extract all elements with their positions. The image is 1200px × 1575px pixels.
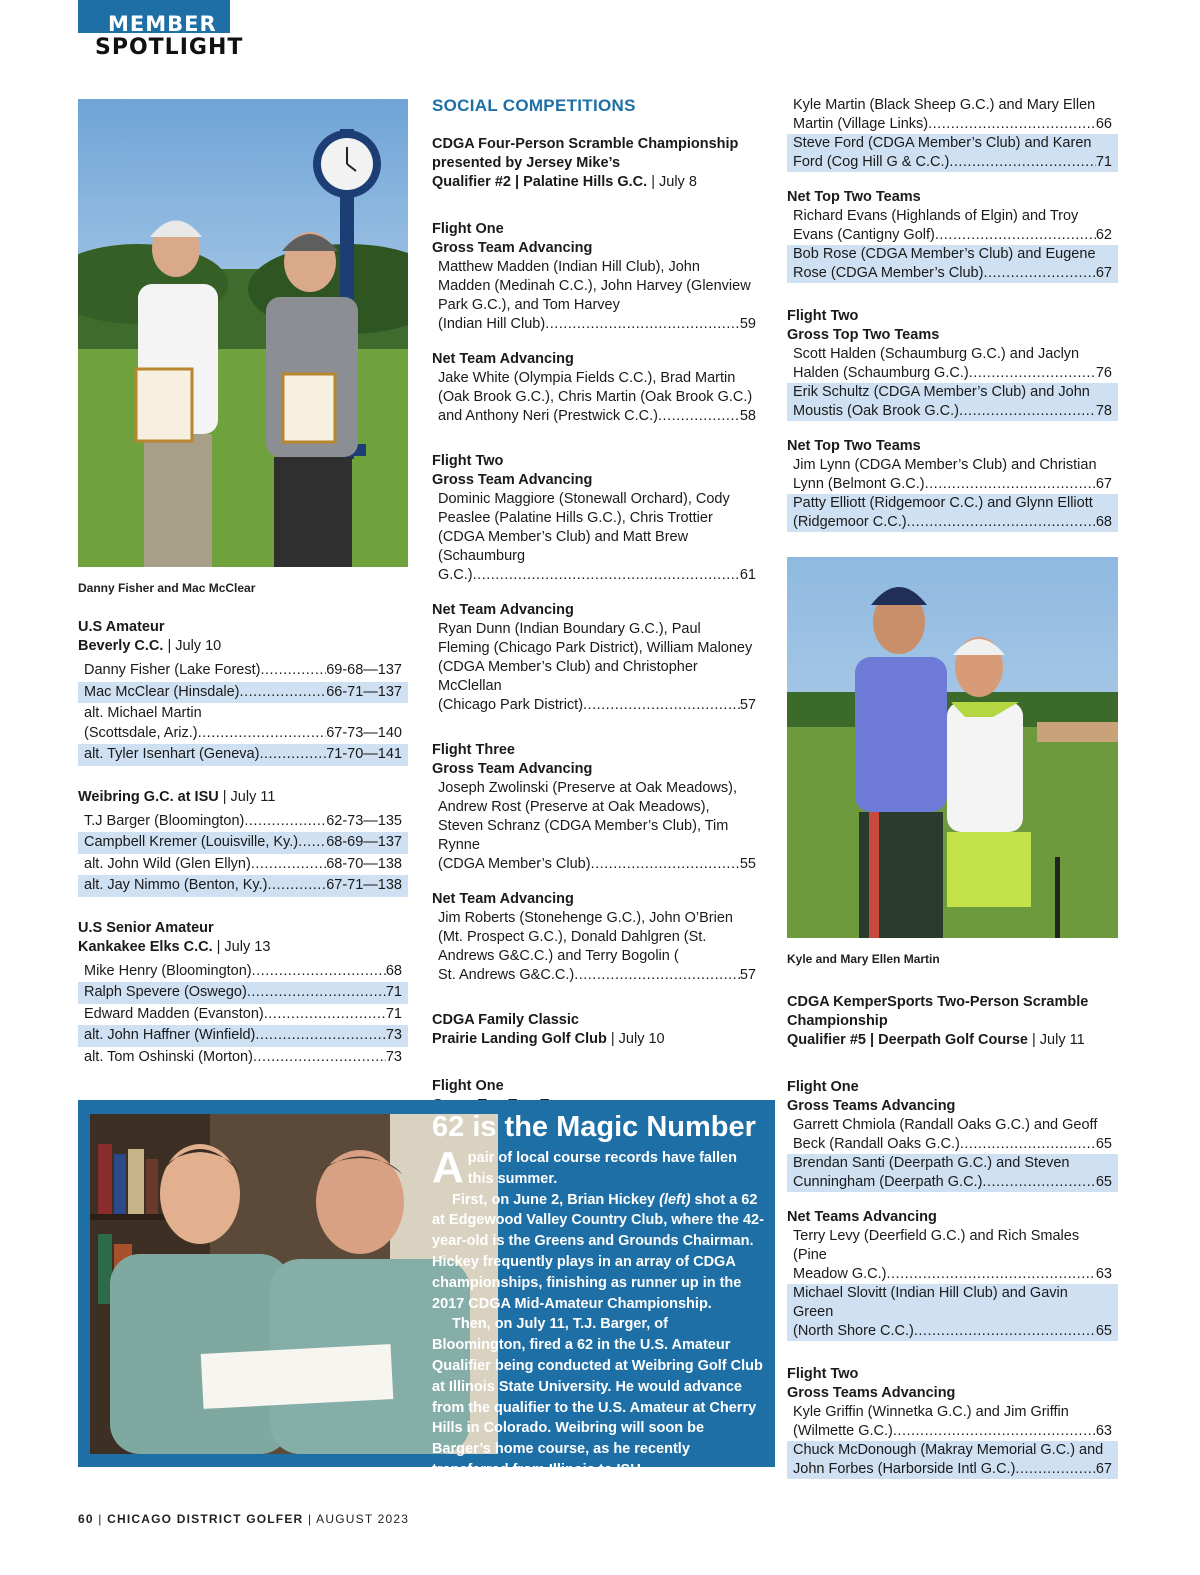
us-senior-date: | July 13	[216, 938, 271, 955]
flight-title: Flight Two	[787, 1366, 859, 1382]
us-amateur-results	[78, 660, 408, 766]
gross-team-label: Gross Team Advancing	[432, 472, 593, 488]
kemper-date: | July 11	[1031, 1032, 1085, 1048]
team-entry: Kyle Griffin (Winnetka G.C.) and Jim Griffin (Wilmette G.C.) ..... 63	[787, 1403, 1118, 1441]
net-teams-label: Net Teams Advancing	[787, 1209, 937, 1225]
result-row: Mac McClear (Hinsdale) ..... 66-71—137	[78, 682, 408, 704]
net-top-two-label: Net Top Two Teams	[787, 438, 921, 454]
team-entry: Chuck McDonough (Makray Memorial G.C.) and John Forbes (Harborside Intl G.C.) ..... 67	[787, 1441, 1118, 1479]
team-entry: Jim Roberts (Stonehenge G.C.), John O’Brien (Mt. Prospect G.C.), Donald Dahlgren (St. Andrews G&C.C.) and Terry Bogolin ( St. Andrews G&C.C.) ..... 57	[432, 909, 762, 985]
section-title: SPOTLIGHT	[95, 35, 244, 60]
team-entry: Jake White (Olympia Fields C.C.), Brad Martin (Oak Brook G.C.), Chris Martin (Oak Brook G.C.) and Anthony Neri (Prestwick C.C.) ..... 58	[432, 369, 762, 426]
result-row: alt. Tom Oshinski (Morton) ..... 73	[78, 1047, 408, 1069]
kemper-qualifier: Qualifier #5 | Deerpath Golf Course	[787, 1032, 1028, 1048]
gross-teams-label: Gross Teams Advancing	[787, 1385, 956, 1401]
team-entry: Patty Elliott (Ridgemoor C.C.) and Glynn Elliott (Ridgemoor C.C.) ..... 68	[787, 494, 1118, 532]
weibring-date: | July 11	[222, 788, 276, 805]
net-team-label: Net Team Advancing	[432, 602, 574, 618]
social-competitions-heading: SOCIAL COMPETITIONS	[432, 96, 636, 115]
team-entry: Dominic Maggiore (Stonewall Orchard), Cody Peaslee (Palatine Hills G.C.), Chris Trottier (CDGA Member’s Club) and Matt Brew (Schaumburg G.C.) ..... 61	[432, 490, 762, 585]
team-entry: Matthew Madden (Indian Hill Club), John Madden (Medinah C.C.), John Harvey (Glenview Park G.C.), and Tom Harvey (Indian Hill Club) ..... 59	[432, 258, 762, 334]
flight-two-block	[432, 452, 762, 715]
net-top-two-label: Net Top Two Teams	[787, 189, 921, 205]
team-entry: Scott Halden (Schaumburg G.C.) and Jaclyn Halden (Schaumburg G.C.) ..... 76	[787, 345, 1118, 383]
photo-kyle-mary-ellen-image	[787, 557, 1118, 938]
result-row: alt. Michael Martin (Scottsdale, Ariz.) ..... 67-73—140	[78, 703, 408, 744]
result-row: alt. John Wild (Glen Ellyn) ..... 68-70—138	[78, 854, 408, 876]
flight-one-block	[432, 220, 762, 426]
us-senior-title: U.S Senior Amateur	[78, 919, 214, 936]
team-entry: Ryan Dunn (Indian Boundary G.C.), Paul Fleming (Chicago Park District), William Maloney (CDGA Member’s Club) and Christopher McClellan (Chicago Park District) ..... 57	[432, 620, 762, 715]
brian-hickey-name: Brian Hickey	[567, 1191, 656, 1208]
team-entry: Garrett Chmiola (Randall Oaks G.C.) and Geoff Beck (Randall Oaks G.C.) ..... 65	[787, 1116, 1118, 1154]
family-classic-title: CDGA Family Classic	[432, 1012, 579, 1028]
photo-fisher-mcclear	[78, 99, 408, 567]
issue-date: AUGUST 2023	[316, 1512, 410, 1526]
team-entry: Kyle Martin (Black Sheep G.C.) and Mary Ellen Martin (Village Links) ..... 66	[787, 96, 1118, 134]
team-entry: Erik Schultz (CDGA Member’s Club) and John Moustis (Oak Brook G.C.) ..... 78	[787, 383, 1118, 421]
page-footer: 60 | CHICAGO DISTRICT GOLFER | AUGUST 2023	[78, 1512, 410, 1526]
result-row: alt. Jay Nimmo (Benton, Ky.) ..... 67-71—138	[78, 875, 408, 897]
gross-top-two-label: Gross Top Two Teams	[787, 327, 940, 343]
four-person-date: | July 8	[651, 174, 697, 190]
us-amateur-site: Beverly C.C.	[78, 638, 164, 654]
result-row: Edward Madden (Evanston) ..... 71	[78, 1004, 408, 1026]
kemper-block	[787, 993, 1118, 1479]
result-row: alt. Tyler Isenhart (Geneva) ..... 71-70—141	[78, 744, 408, 766]
magic-paragraph-3: Then, on July 11, T.J. Barger, of Bloomington, fired a 62 in the U.S. Amateur Qualifier being conducted at Weibring Golf Club at Illinois State University. He would advance from the qualifier to the U.S. Amateur at Cherry Hills in Colorado. Weibring will soon be Barger’s home course, as he recently transferred from Illinois to ISU.	[432, 1316, 763, 1478]
publication-name: CHICAGO DISTRICT GOLFER	[107, 1512, 304, 1526]
kemper-title: CDGA KemperSports Two-Person Scramble Championship	[787, 994, 1089, 1029]
us-senior-site: Kankakee Elks C.C.	[78, 938, 213, 955]
page-number: 60	[78, 1512, 94, 1526]
section-tab	[78, 0, 230, 36]
photo-caption-left: Danny Fisher and Mac McClear	[78, 581, 256, 595]
magic-number-title: 62 is the Magic Number	[432, 1111, 756, 1143]
photo-fisher-mcclear-image	[78, 99, 408, 567]
result-row: Danny Fisher (Lake Forest) ..... 69-68—137	[78, 660, 408, 682]
middle-column	[432, 96, 762, 1115]
weibring-results	[78, 811, 408, 897]
weibring-site-line	[78, 788, 408, 807]
section-tab-label: MEMBER	[108, 12, 217, 36]
drop-cap: A	[432, 1143, 464, 1192]
us-amateur-block	[78, 618, 408, 766]
team-entry: Richard Evans (Highlands of Elgin) and Troy Evans (Cantigny Golf) ..... 62	[787, 207, 1118, 245]
flight-three-block	[432, 741, 762, 985]
team-entry: Jim Lynn (CDGA Member’s Club) and Christian Lynn (Belmont G.C.) ..... 67	[787, 456, 1118, 494]
us-senior-block	[78, 919, 408, 1069]
net-team-label: Net Team Advancing	[432, 351, 574, 367]
four-person-scramble-title: CDGA Four-Person Scramble Championship presented by Jersey Mike’s	[432, 136, 739, 171]
photo-kyle-mary-ellen	[787, 557, 1118, 938]
family-classic-date: | July 10	[610, 1031, 665, 1047]
result-row: T.J Barger (Bloomington) ..... 62-73—135	[78, 811, 408, 833]
four-person-qualifier-line	[432, 173, 762, 192]
team-entry: Joseph Zwolinski (Preserve at Oak Meadows), Andrew Rost (Preserve at Oak Meadows), Steven Schranz (CDGA Member’s Club), Tim Rynne (CDGA Member’s Club) ..... 55	[432, 779, 762, 874]
four-person-qualifier: Qualifier #2 | Palatine Hills G.C.	[432, 174, 648, 190]
team-entry: Steve Ford (CDGA Member’s Club) and Karen Ford (Cog Hill G & C.C.) ..... 71	[787, 134, 1118, 172]
photo-caption-right: Kyle and Mary Ellen Martin	[787, 952, 940, 966]
weibring-site: Weibring G.C. at ISU	[78, 788, 219, 805]
gross-team-label: Gross Team Advancing	[432, 240, 593, 256]
tj-barger-name: T.J. Barger	[572, 1316, 647, 1333]
us-amateur-site-line	[78, 637, 408, 656]
flight-title: Flight One	[432, 1078, 504, 1094]
magic-number-box	[78, 1100, 775, 1478]
family-classic-site-line	[432, 1030, 762, 1049]
result-row: alt. John Haffner (Winfield) ..... 73	[78, 1025, 408, 1047]
us-amateur-title: U.S Amateur	[78, 619, 165, 635]
flight-title: Flight Three	[432, 742, 515, 758]
weibring-block	[78, 788, 408, 897]
magic-paragraph-2: First, on June 2, Brian Hickey (left) shot a 62 at Edgewood Valley Country Club, where the 42-year-old is the Greens and Grounds Chairman. Hickey frequently plays in an array of CDGA championships, finishing as runner up in the 2017 CDGA Mid-Amateur Championship.	[432, 1191, 764, 1312]
family-classic-site: Prairie Landing Golf Club	[432, 1031, 607, 1047]
magic-paragraph-1: Apair of local course records have fallen this summer.	[432, 1143, 737, 1192]
gross-team-label: Gross Team Advancing	[432, 761, 593, 777]
kemper-qualifier-line	[787, 1031, 1118, 1050]
team-entry: Terry Levy (Deerfield G.C.) and Rich Smales (Pine Meadow G.C.) ..... 63	[787, 1227, 1118, 1284]
gross-teams-label: Gross Teams Advancing	[787, 1098, 956, 1114]
team-entry: Michael Slovitt (Indian Hill Club) and Gavin Green (North Shore C.C.) ..... 65	[787, 1284, 1118, 1341]
left-column	[78, 99, 408, 1068]
net-team-label: Net Team Advancing	[432, 891, 574, 907]
us-senior-results	[78, 961, 408, 1069]
us-amateur-date: | July 10	[167, 638, 222, 654]
team-entry: Bob Rose (CDGA Member’s Club) and Eugene Rose (CDGA Member’s Club) ..... 67	[787, 245, 1118, 283]
flight-title: Flight Two	[432, 453, 504, 469]
flight-title: Flight One	[432, 221, 504, 237]
result-row: Campbell Kremer (Louisville, Ky.) ..... 68-69—137	[78, 832, 408, 854]
right-column	[787, 96, 1118, 1479]
flight-title: Flight Two	[787, 308, 859, 324]
result-row: Ralph Spevere (Oswego) ..... 71	[78, 982, 408, 1004]
team-entry: Brendan Santi (Deerpath G.C.) and Steven Cunningham (Deerpath G.C.) ..... 65	[787, 1154, 1118, 1192]
us-senior-site-line	[78, 938, 408, 957]
magic-number-text	[432, 1110, 764, 1481]
result-row: Mike Henry (Bloomington) ..... 68	[78, 961, 408, 983]
flight-title: Flight One	[787, 1079, 859, 1095]
